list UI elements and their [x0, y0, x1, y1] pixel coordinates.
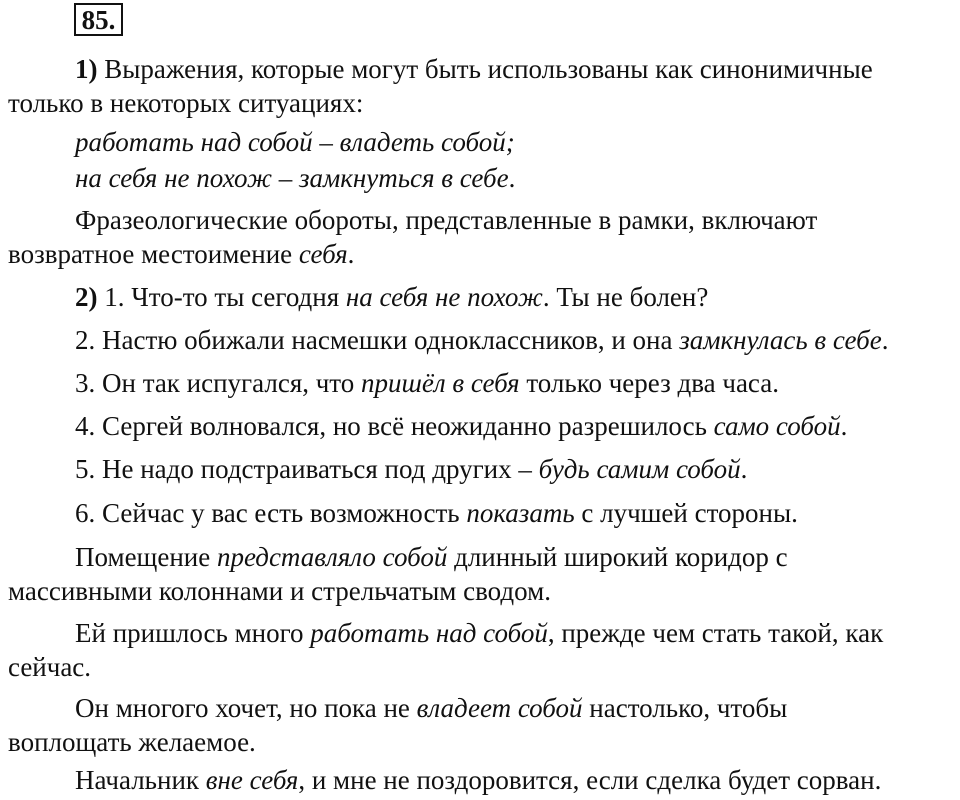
extra-4-text-c: , и мне не поздоровится, если сделка будет сорван. [298, 765, 882, 795]
sentence-6-phrase: показать [466, 498, 575, 528]
extra-2-text-c: , прежде чем стать такой, как [547, 618, 884, 648]
part1-intro-line1 [8, 52, 960, 86]
sentence-4 [8, 409, 960, 443]
extra-3-line2: воплощать желаемое. [8, 727, 256, 757]
exercise-number: 85. [74, 3, 123, 36]
synonym-pair-2-end: . [508, 163, 516, 193]
synonym-pair-2 [8, 161, 960, 195]
sentence-3-text-c: только через два часа. [519, 368, 779, 398]
extra-2-text-a: Ей пришлось много [75, 618, 311, 648]
sentence-5-text-a: 5. Не надо подстраиваться под других – [75, 454, 539, 484]
extra-1-phrase: представляло собой [216, 542, 448, 572]
sentence-3 [8, 366, 960, 400]
sentence-3-text-a: 3. Он так испугался, что [75, 368, 362, 398]
part1-intro-text: Выражения, которые могут быть использованы как синонимичные [104, 54, 873, 84]
sentence-1-text-a: 1. Что-то ты сегодня [97, 282, 346, 312]
sentence-6 [8, 496, 960, 530]
extra-1-text-a: Помещение [75, 542, 217, 572]
sentence-5-phrase: будь самим собой [538, 454, 741, 484]
extra-2-line2: сейчас. [8, 652, 92, 682]
extra-3-phrase: владеет собой [416, 693, 583, 723]
part1-label: 1) [75, 54, 98, 84]
extra-1-text-c: длинный широкий коридор с [447, 542, 788, 572]
part2-label: 2) [75, 282, 98, 312]
extra-3-text-a: Он многого хочет, но пока не [75, 693, 417, 723]
extra-2-phrase: работать над собой [310, 618, 548, 648]
extra-4-phrase: вне себя [205, 765, 299, 795]
sentence-4-text-a: 4. Сергей волновался, но всё неожиданно разрешилось [75, 411, 714, 441]
sentence-4-phrase: само собой [713, 411, 841, 441]
sentence-1-phrase: на себя не похож [345, 282, 543, 312]
sentence-6-text-a: 6. Сейчас у вас есть возможность [75, 498, 467, 528]
extra-1-line1 [8, 540, 960, 574]
sentence-1 [8, 280, 960, 314]
sentence-2-phrase: замкнулась в себе [679, 325, 882, 355]
note-line1: Фразеологические обороты, представленные в рамки, включают [75, 205, 818, 235]
sentence-4-text-c: . [840, 411, 848, 441]
note-line2-text: возвратное местоимение [8, 239, 299, 269]
extra-4-text-a: Начальник [75, 765, 206, 795]
sentence-2 [8, 323, 960, 357]
sentence-1-text-c: . Ты не болен? [542, 282, 709, 312]
sentence-3-phrase: пришёл в себя [361, 368, 520, 398]
extra-3-text-c: настолько, чтобы [582, 693, 788, 723]
sentence-5 [8, 452, 960, 486]
note-line2 [8, 237, 948, 271]
synonym-pair-1: работать над собой – владеть собой; [75, 127, 515, 157]
extra-3-line1 [8, 691, 960, 725]
sentence-2-text-a: 2. Настю обижали насмешки одноклассников, и она [75, 325, 680, 355]
sentence-2-text-c: . [881, 325, 889, 355]
extra-2-line1 [8, 616, 960, 650]
note-line2-italic: себя [298, 239, 348, 269]
extra-1-line2: массивными колоннами и стрельчатым сводом. [8, 576, 551, 606]
note-line2-end: . [347, 239, 355, 269]
synonym-pair-2-text: на себя не похож – замкнуться в себе [75, 163, 509, 193]
extra-4 [8, 763, 960, 797]
sentence-6-text-c: с лучшей стороны. [574, 498, 798, 528]
part1-intro-line2: только в некоторых ситуациях: [8, 88, 364, 118]
sentence-5-text-c: . [740, 454, 748, 484]
